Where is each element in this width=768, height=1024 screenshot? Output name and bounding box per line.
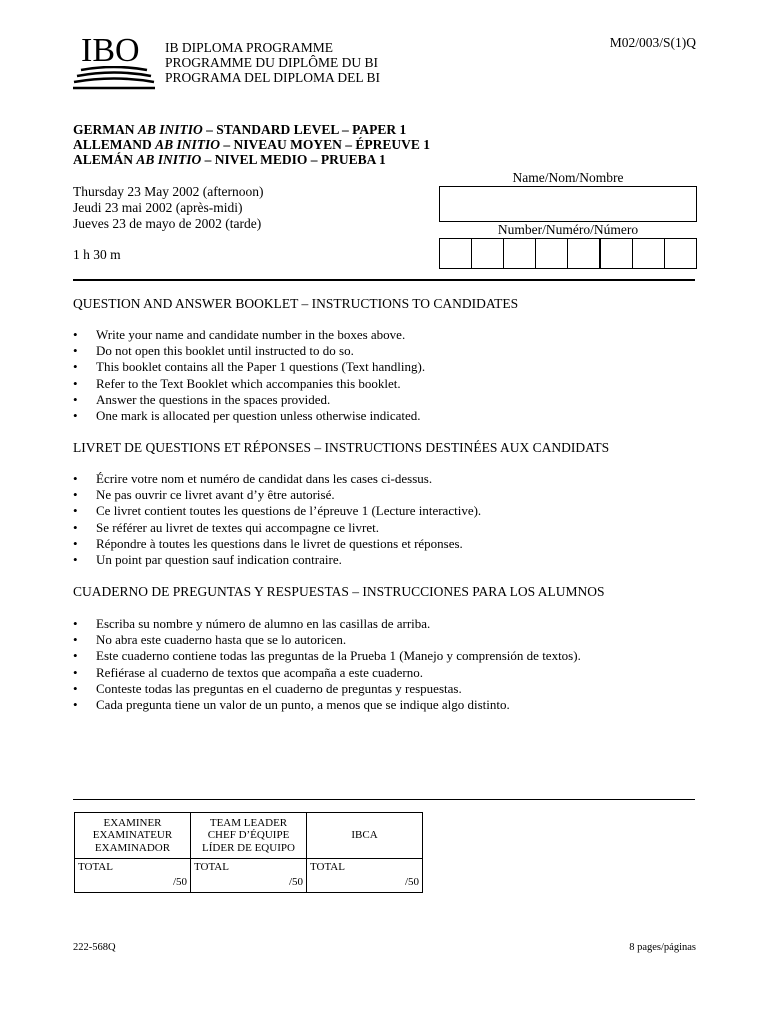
header-divider — [73, 279, 695, 281]
number-digit-box[interactable] — [536, 239, 568, 268]
section-heading-fr: LIVRET DE QUESTIONS ET RÉPONSES – INSTRUCTIONS DESTINÉES AUX CANDIDATS — [73, 440, 610, 455]
number-digit-box[interactable] — [504, 239, 536, 268]
list-item: • Ce livret contient toutes les questions de l’épreuve 1 (Lecture interactive). — [73, 503, 481, 519]
team-leader-header: TEAM LEADER CHEF D’ÉQUIPE LÍDER DE EQUIPO — [191, 813, 307, 859]
programme-en: IB DIPLOMA PROGRAMME — [165, 40, 334, 55]
list-item: • No abra este cuaderno hasta que se lo autoricen. — [73, 632, 581, 648]
list-item: • Escriba su nombre y número de alumno en las casillas de arriba. — [73, 616, 581, 632]
number-digit-box[interactable] — [601, 239, 633, 268]
list-item: • Write your name and candidate number in the boxes above. — [73, 327, 425, 343]
list-item: • Écrire votre nom et numéro de candidat dans les cases ci-dessus. — [73, 471, 481, 487]
instructions-list-en — [73, 327, 425, 424]
list-item: • Answer the questions in the spaces provided. — [73, 392, 425, 408]
duration: 1 h 30 m — [73, 247, 121, 262]
number-digit-box[interactable] — [665, 239, 696, 268]
instructions-list-fr — [73, 471, 481, 568]
list-item: • Refiérase al cuaderno de textos que acompaña a este cuaderno. — [73, 665, 581, 681]
examiner-header: EXAMINER EXAMINATEUR EXAMINADOR — [75, 813, 191, 859]
date-en: Thursday 23 May 2002 (afternoon) — [73, 184, 264, 199]
list-item: • Este cuaderno contiene todas las preguntas de la Prueba 1 (Manejo y comprensión de textos). — [73, 648, 581, 664]
page-count: 8 pages/páginas — [629, 942, 696, 953]
name-field[interactable] — [439, 186, 697, 222]
logo-text: IBO — [81, 32, 140, 69]
section-heading-en: QUESTION AND ANSWER BOOKLET – INSTRUCTIONS TO CANDIDATES — [73, 296, 519, 311]
logo-stripes — [73, 66, 155, 92]
list-item: • Répondre à toutes les questions dans le livret de questions et réponses. — [73, 536, 481, 552]
ibo-logo — [73, 34, 155, 94]
list-item: • Conteste todas las preguntas en el cuaderno de preguntas y respuestas. — [73, 681, 581, 697]
list-item: • Refer to the Text Booklet which accompanies this booklet. — [73, 376, 425, 392]
list-item: • One mark is allocated per question unless otherwise indicated. — [73, 408, 425, 424]
ibca-total-cell[interactable]: TOTAL /50 — [307, 859, 423, 893]
title-es: ALEMÁN AB INITIO – NIVEL MEDIO – PRUEBA 1 — [73, 152, 386, 167]
list-item: • Do not open this booklet until instructed to do so. — [73, 343, 425, 359]
candidate-number-field[interactable] — [439, 238, 697, 269]
title-en: GERMAN AB INITIO – STANDARD LEVEL – PAPER 1 — [73, 122, 407, 137]
date-fr: Jeudi 23 mai 2002 (après-midi) — [73, 200, 243, 215]
team-leader-total-cell[interactable]: TOTAL /50 — [191, 859, 307, 893]
list-item: • Cada pregunta tiene un valor de un punto, a menos que se indique algo distinto. — [73, 697, 581, 713]
ibca-header: IBCA — [307, 813, 423, 859]
list-item: • Un point par question sauf indication contraire. — [73, 552, 481, 568]
programme-es: PROGRAMA DEL DIPLOMA DEL BI — [165, 70, 381, 85]
document-code: 222-568Q — [73, 942, 116, 953]
list-item: • This booklet contains all the Paper 1 questions (Text handling). — [73, 359, 425, 375]
list-item: • Ne pas ouvrir ce livret avant d’y être autorisé. — [73, 487, 481, 503]
date-es: Jueves 23 de mayo de 2002 (tarde) — [73, 216, 262, 231]
number-digit-box[interactable] — [440, 239, 472, 268]
title-fr: ALLEMAND AB INITIO – NIVEAU MOYEN – ÉPREUVE 1 — [73, 137, 431, 152]
instructions-list-es — [73, 616, 581, 713]
number-digit-box[interactable] — [633, 239, 665, 268]
section-heading-es: CUADERNO DE PREGUNTAS Y RESPUESTAS – INSTRUCCIONES PARA LOS ALUMNOS — [73, 584, 605, 599]
footer-divider — [73, 799, 695, 800]
examiner-total-cell[interactable]: TOTAL /50 — [75, 859, 191, 893]
number-label: Number/Numéro/Número — [497, 222, 639, 237]
marking-table — [74, 812, 423, 893]
programme-fr: PROGRAMME DU DIPLÔME DU BI — [165, 55, 379, 70]
number-digit-box[interactable] — [472, 239, 504, 268]
name-label: Name/Nom/Nombre — [512, 170, 624, 185]
number-digit-box[interactable] — [568, 239, 601, 268]
list-item: • Se référer au livret de textes qui accompagne ce livret. — [73, 520, 481, 536]
paper-code: M02/003/S(1)Q — [609, 35, 696, 50]
